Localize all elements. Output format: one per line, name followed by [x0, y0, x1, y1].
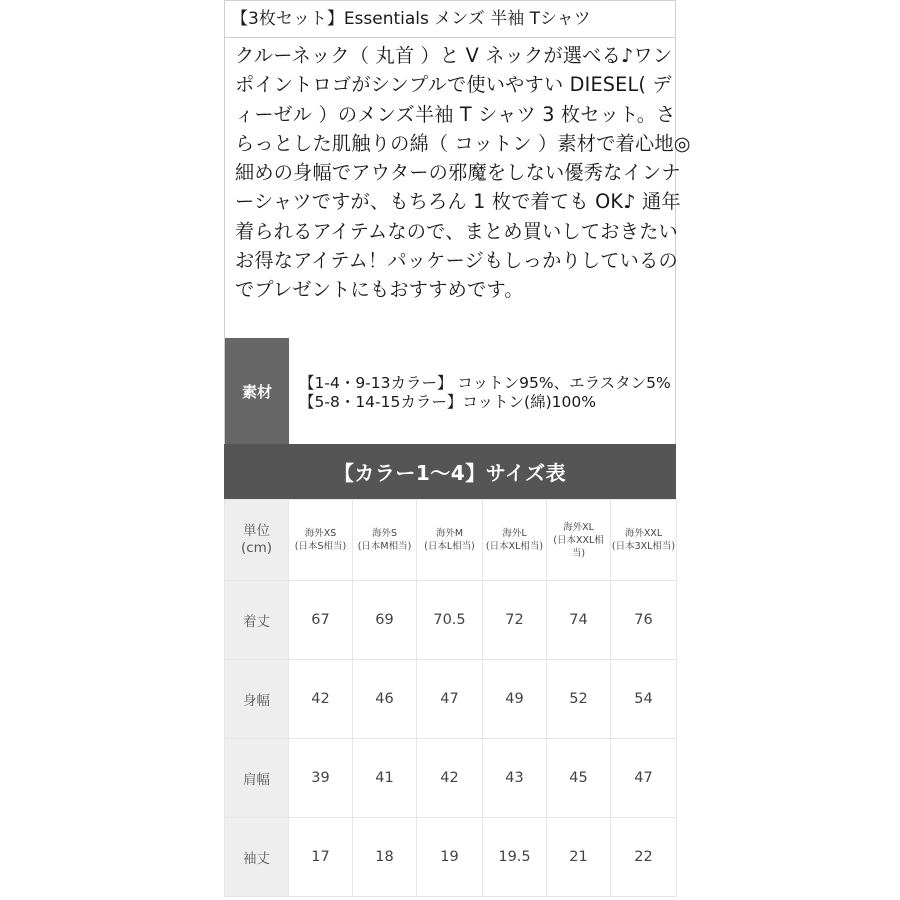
table-cell: 67	[289, 581, 353, 660]
table-cell: 42	[417, 739, 483, 818]
table-cell: 74	[547, 581, 611, 660]
size-jp-equivalent: (日本S相当)	[294, 541, 347, 552]
size-column-header	[483, 500, 547, 581]
size-jp-equivalent: (日本XXL相当)	[553, 534, 604, 559]
table-row	[225, 739, 677, 818]
size-name: 海外XL	[563, 521, 594, 533]
size-table	[224, 499, 677, 897]
table-cell: 47	[611, 739, 677, 818]
unit-header	[225, 500, 289, 581]
description-line: らっとした肌触りの綿（ コットン ）素材で着心地◎	[235, 131, 691, 155]
row-label: 身幅	[225, 660, 289, 739]
table-cell: 76	[611, 581, 677, 660]
material-section	[224, 338, 676, 444]
description-line: でプレゼントにもおすすめです。	[235, 278, 524, 302]
description-line: ィーゼル ）のメンズ半袖 T シャツ 3 枚セット。さ	[235, 102, 676, 126]
size-table-header-row	[225, 500, 677, 581]
size-name: 海外XS	[304, 528, 337, 539]
table-cell: 49	[483, 660, 547, 739]
unit-label: 単位	[243, 523, 270, 539]
row-label: 袖丈	[225, 818, 289, 897]
size-table-title: 【カラー1〜4】サイズ表	[224, 444, 676, 499]
row-label: 肩幅	[225, 739, 289, 818]
size-name: 海外XXL	[624, 528, 663, 539]
table-cell: 22	[611, 818, 677, 897]
table-cell: 46	[353, 660, 417, 739]
description-line: ーシャツですが、もちろん 1 枚で着ても OK♪ 通年	[235, 190, 681, 214]
table-cell: 47	[417, 660, 483, 739]
description-line: クルーネック（ 丸首 ）と V ネックが選べる♪ワン	[235, 44, 673, 67]
product-description	[224, 37, 691, 339]
product-title: 【3枚セット】Essentials メンズ 半袖 Tシャツ	[224, 0, 676, 38]
size-name: 海外L	[502, 528, 527, 539]
product-page	[224, 0, 691, 900]
description-line: ポイントロゴがシンプルで使いやすい DIESEL( デ	[235, 73, 672, 97]
table-cell: 41	[353, 739, 417, 818]
table-cell: 39	[289, 739, 353, 818]
table-row	[225, 818, 677, 897]
table-cell: 21	[547, 818, 611, 897]
row-label: 着丈	[225, 581, 289, 660]
table-cell: 17	[289, 818, 353, 897]
table-cell: 19.5	[483, 818, 547, 897]
table-cell: 18	[353, 818, 417, 897]
size-column-header	[353, 500, 417, 581]
table-cell: 52	[547, 660, 611, 739]
material-text	[299, 374, 671, 412]
material-line: 【5-8・14-15カラー】コットン(綿)100%	[299, 393, 596, 411]
table-cell: 43	[483, 739, 547, 818]
table-cell: 72	[483, 581, 547, 660]
size-jp-equivalent: (日本XL相当)	[485, 541, 544, 552]
size-column-header	[417, 500, 483, 581]
table-cell: 19	[417, 818, 483, 897]
size-column-header	[289, 500, 353, 581]
table-row	[225, 581, 677, 660]
table-cell: 69	[353, 581, 417, 660]
material-label: 素材	[225, 338, 289, 444]
table-row	[225, 660, 677, 739]
table-cell: 54	[611, 660, 677, 739]
material-line: 【1-4・9-13カラー】 コットン95%、エラスタン5%	[299, 374, 671, 392]
unit-value: (cm)	[240, 540, 273, 556]
size-jp-equivalent: (日本M相当)	[357, 541, 412, 552]
size-name: 海外M	[435, 528, 464, 539]
table-cell: 70.5	[417, 581, 483, 660]
size-jp-equivalent: (日本3XL相当)	[611, 541, 676, 552]
description-line: 細めの身幅でアウターの邪魔をしない優秀なインナ	[235, 161, 681, 185]
table-cell: 42	[289, 660, 353, 739]
size-column-header	[611, 500, 677, 581]
size-column-header	[547, 500, 611, 581]
size-jp-equivalent: (日本L相当)	[424, 541, 475, 552]
size-name: 海外S	[371, 528, 398, 539]
table-cell: 45	[547, 739, 611, 818]
description-line: お得なアイテム！パッケージもしっかりしているの	[235, 249, 678, 273]
description-line: 着られるアイテムなので、まとめ買いしておきたい	[235, 219, 678, 243]
